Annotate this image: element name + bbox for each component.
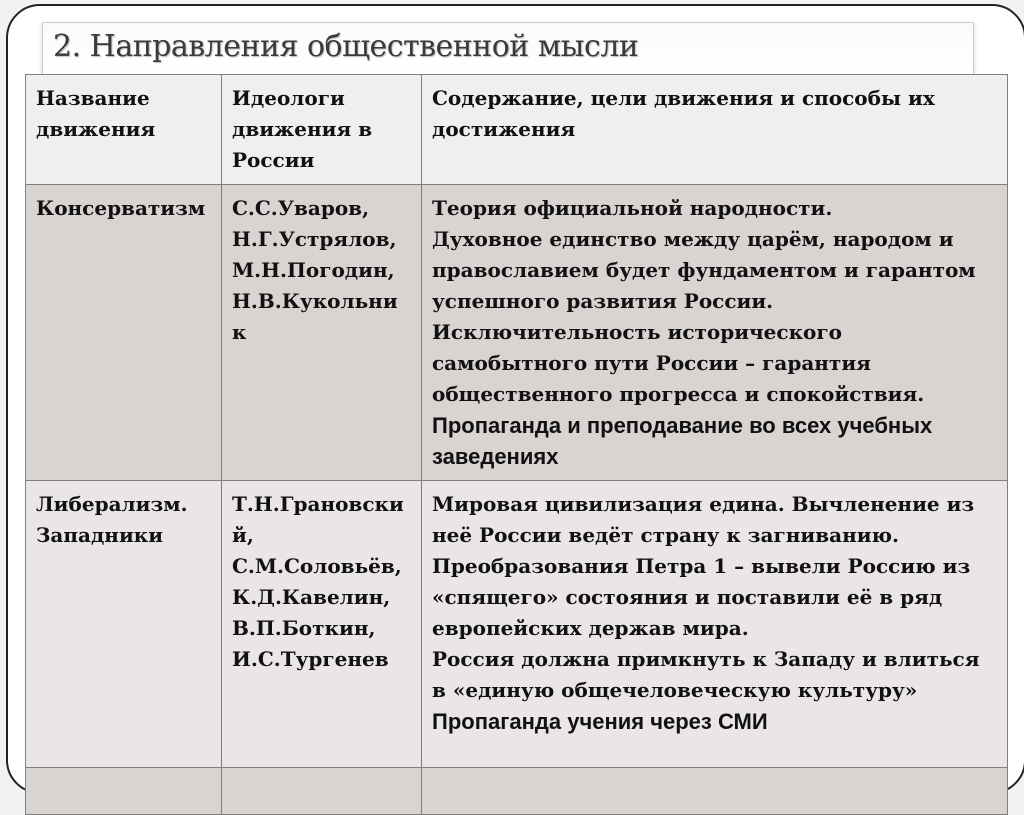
movements-table [25,74,1008,815]
ideologists-cell [222,481,422,768]
ideologists-cell [222,185,422,481]
table-row-partial [26,768,1008,815]
table-row-conservatism [26,185,1008,481]
movement-name: Либерализм. Западники [36,492,188,547]
ideologist: С.М.Соловьёв, [232,554,402,578]
movement-name-cell [26,185,222,481]
empty-cell [26,768,222,815]
ideologist: В.П.Боткин, [232,616,376,640]
slide-title: 2. Направления общественной мысли [53,29,639,64]
propaganda-text: Пропаганда учения через СМИ [432,709,768,734]
content-paragraph: Духовное единство между царём, народом и православием будет фундаментом и гарантом успешного развития России. [432,227,976,313]
header-content: Содержание, цели движения и способы их достижения [422,75,1008,185]
content-cell [422,481,1008,768]
slide-title-box [42,22,974,76]
ideologist: Н.В.Кукольник [232,289,398,344]
header-ideologists: Идеологи движения в России [222,75,422,185]
movement-name: Консерватизм [36,196,206,220]
content-paragraph: Россия должна примкнуть к Западу и влиться в «единую общечеловеческую культуру» [432,647,980,702]
empty-cell [422,768,1008,815]
content-paragraph: Преобразования Петра 1 – вывели Россию из «спящего» состояния и поставили её в ряд европейских держав мира. [432,554,971,640]
ideologist: И.С.Тургенев [232,647,389,671]
propaganda-text: Пропаганда и преподавание во всех учебных заведениях [432,413,933,469]
movement-name-cell [26,481,222,768]
content-paragraph: Исключительность исторического самобытного пути России – гарантия общественного прогресса и спокойствия. [432,320,925,406]
content-cell [422,185,1008,481]
table-header-row [26,75,1008,185]
content-paragraph: Мировая цивилизация едина. Вычленение из неё России ведёт страну к загниванию. [432,492,975,547]
empty-cell [222,768,422,815]
ideologist: Н.Г.Устрялов, [232,227,397,251]
ideologist: Т.Н.Грановский, [232,492,404,547]
table-row-liberalism [26,481,1008,768]
ideologist: М.Н.Погодин, [232,258,395,282]
header-movement-name: Название движения [26,75,222,185]
ideologist: К.Д.Кавелин, [232,585,391,609]
ideologist: С.С.Уваров, [232,196,370,220]
content-paragraph: Теория официальной народности. [432,196,833,220]
